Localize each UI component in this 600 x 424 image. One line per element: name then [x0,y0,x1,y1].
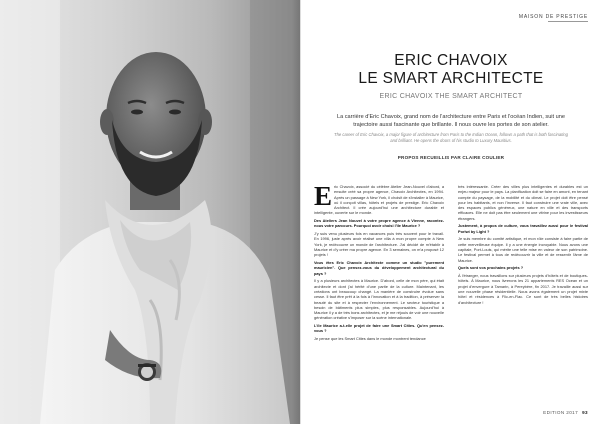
paragraph: Je suis membre du comité artistique, et mon rôle consiste à faire partie de cette merveilleuse équipe. Il y a une énergie incroyable. Nous avons une capitale, Port-Louis, qui mérite une telle mise en valeur de son patrimoine. Le festival permet à tous de redécouvrir la ville et de ressentir l'âme de Maurice. [458,236,588,263]
intro-english: The career of Eric Chavoix, a major figure of architecture from Paris to the Indian Ocean, follows a path that is both fascinating and brilliant. He opens the doors of his studio to Luxury Mauritius. [334,132,568,143]
article-title [301,52,600,88]
article-subtitle: ERIC CHAVOIX THE SMART ARCHITECT [379,93,523,100]
title-line-1: ERIC CHAVOIX [394,52,508,69]
paragraph: À l'étranger, nous travaillons sur plusieurs projets d'hôtels et de boutiques-hôtels. À Maurice, nous livrerons les 21 appartements RES Ocean et un projet d'envergure à Tamarin, à Pereybère, fin 2017. Je travaille aussi sur une nouvelle phase résidentielle. Nous avons également un projet mixte hôtel et résidences à Flic-en-Flac. Ce sont de très belles histoires d'architecture ! [458,273,588,305]
question: Quels sont vos prochains projets ? [458,265,524,271]
intro-french: La carrière d'Eric Chavoix, grand nom de l'architecture entre Paris et l'océan Indien, suit une trajectoire aussi fascinante que brillante. Il nous ouvre les portes de son atelier. [336,114,565,128]
article-columns [314,181,588,400]
paragraph: Je pense que les Smart Cities dans le monde montrent tendance [314,336,426,342]
section-label: MAISON DE PRESTIGE [518,14,588,20]
paragraph: J'y suis venu plusieurs fois en vacances puis très souvent pour le travail. En 1996, juste après avoir réalisé une villa à mon propre compte à New York, je redécouvre un monde de l'architecture. J'ai décidé de m'établir à Maurice et d'y créer ma propre agence. En 3 semaines, on m'a proposé 12 projets ! [314,231,444,258]
question: Vous êtes Eric Chavoix Architecte comme un studio "purement mauricien". Que pensez-vous du développement architectural du pays ? [314,260,444,276]
article-page [300,0,600,424]
section-rule [548,21,588,22]
column-right [458,184,588,307]
question: Des Ateliers Jean Nouvel à votre propre agence à Vienne, racontez-nous votre parcours. Pourquoi avoir choisi l'île Maurice ? [314,218,444,229]
column-left [314,181,444,344]
question: Justement, à propos de culture, vous travaillez aussi pour le festival Porlwi by Light ? [458,223,588,234]
edition-label: EDITION 2017 [543,410,579,415]
question: L'île Maurice a-t-elle projet de faire une Smart Cities. Qu'en pensez-vous ? [314,323,444,334]
paragraph: ric Chavoix, associé du célèbre Atelier Jean-Nouvel d'abord, a ensuite créé sa propre agence, Chavoix Architectes, en 1994. Après un passage à New York, il choisit de s'installer à Maurice, où il conçoit villas, hôtels et projets de prestige. Eric Chavoix Architect. Il crée aujourd'hui une architecture durable et intelligente, ouverte sur le monde. [314,184,444,216]
page-footer [543,410,588,415]
title-line-2: LE SMART ARCHITECTE [358,70,544,87]
paragraph: très intéressante. Créer des villes plus intelligentes et durables est un enjeu majeur pour le pays. La planification doit se faire en amont, en tenant compte du paysage, de la mobilité et du climat. Le projet doit être pensé pour les habitants, et non l'inverse. Il faut construire une vraie ville, avec des espaces publics généreux, une nature en ville et des transports efficaces. Elle ne doit pas être seulement une vitrine pour les investisseurs étrangers. [458,184,588,221]
paragraph: Il y a plusieurs architectes à Maurice. D'abord, celle de mon père, qui était architecte et dont j'ai hérité d'une partie de la culture. Maintenant, les créations ont beaucoup changé. La manière de construire évolue sans cesse. Il faut être prêt à la fois à l'innovation et à la tradition, à préserver la beauté du site et à respecter l'environnement. Le secteur touristique a besoin de bâtiments plus simples, plus responsables. Aujourd'hui à Maurice il y a de très bons architectes, et je me réjouis de voir une nouvelle génération créative s'imposer sur la scène internationale. [314,278,444,321]
byline: PROPOS RECUEILLIS PAR CLAIRE COULIER [397,155,505,160]
first-paragraph [314,181,444,216]
drop-cap: E [314,181,333,211]
page-number: 93 [582,410,588,415]
